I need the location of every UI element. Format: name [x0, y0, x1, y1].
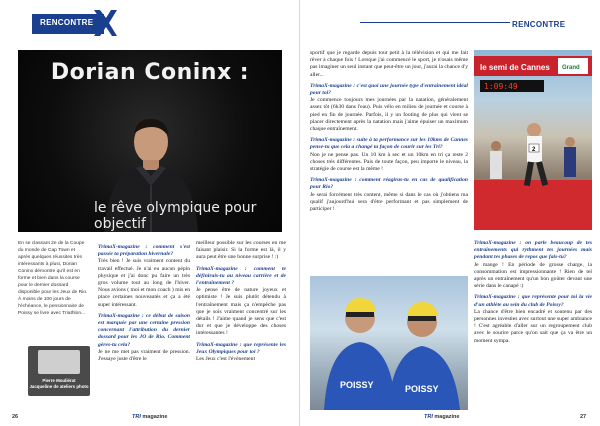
race-banner-text: le semi de Cannes [480, 63, 550, 72]
answer-text: La chance d'être bien encadré et soutenu par des personnes investies avec surtout une super ambiance ! C'est agréable d'aller sur un regroupement club avec le sourire parce qu'on sait que ça va être un moment sympa. [474, 308, 592, 344]
answer-text: Très bien ! Je suis vraiment content du travail effectué. Je n'ai eu aucun pépin physique et j'ai donc pu faire un très gros volume tout au long de l'hiver. Nous avions ( moi et mon coach ) mis en place certaines nouveautés et ça a été super intéressant. [98, 258, 190, 308]
article-column-4 [310, 50, 468, 213]
page-number-right: 27 [580, 414, 587, 420]
footer-brand-left: TRI magazine [132, 414, 168, 420]
question-text: TrimaX-magazine : on parle beaucoup de tes entraînements qui rythment tes journées mais pendant tes phases de repos que fais-tu? [474, 240, 592, 261]
race-clock: 1:09:49 [484, 82, 518, 91]
camera-logo-icon [38, 350, 80, 374]
answer-text: Je commence toujours mes journées par la natation, généralement assez tôt (6h30 dans l'eau). Puis vélo en milieu de journée et course à pied en fin de journée. Parfois, il y un footing de plus qui vient se placer directement après la natation mais j'aime épuiser un maximum chaque entraînement. [310, 97, 468, 133]
hero-subtitle: le rêve olympique pour objectif [94, 200, 257, 232]
race-finish-photo [474, 50, 592, 230]
answer-text: Je ne me met pas vraiment de pression. J'essaye juste d'être le [98, 348, 190, 363]
answer-text: Les Jeux c'est l'événement [196, 356, 256, 363]
question-text: TrimaX-magazine : que représente pour toi la vie d'un athlète au sein du club de Poissy? [474, 294, 592, 308]
question-text: TrimaX-magazine : que représente les Jeux Olympiques pour toi ? [196, 341, 286, 355]
page-number-left: 26 [12, 414, 19, 420]
rubric-label-right: RENCONTRE [512, 20, 566, 29]
article-column-3 [196, 240, 286, 363]
hero-title: Dorian Coninx : [50, 60, 250, 85]
question-text: TrimaX-magazine : comment s'est passée ta préparation hivernale? [98, 244, 190, 258]
right-page [300, 0, 600, 426]
article-column-5 [474, 236, 592, 345]
answer-text: Je serai forcément très content, même si dans le cas où j'obtiens ma qualif j'aujourd'hui sera d'être performant et pas simplement de participer ! [310, 191, 468, 213]
athletes-scene [310, 276, 468, 410]
x-logo-icon [92, 8, 118, 38]
badge-name: Pierre Mouliérat [42, 378, 76, 383]
question-text: TrimaX-magazine : suite à ta performance sur les 10kms de Cannes pense-tu que cela a changé ta façon de courir sur les Tri? [310, 137, 468, 151]
sponsor-text: Grand [562, 65, 580, 71]
jersey-text: POISSY [340, 380, 374, 390]
rubric-rule [360, 22, 510, 23]
race-finish-scene [474, 50, 592, 230]
jersey-text: POISSY [405, 384, 439, 394]
article-column-2 [98, 240, 190, 363]
answer-text: Je mange ! En période de grosse charge, la consommation est impressionnante ! Rien de tel après un entraînement qu'un bon goûter devant une série dans le canapé :) [474, 261, 592, 290]
intro-paragraph: En se classant 2e de la Coupe du monde de Cap Town et après quelques réussites très intéressants à plusi, Dorian Coninx démontre qu'il est en forme et bien dans la course pour le dernier dossard disponible pour les Jeux de Rio. À moins de 100 jours de l'échéance, le pensionnaire de Poissy se livre avec Triathlon... [18, 241, 88, 316]
answer-text: meilleur possible sur les courses en me faisant plaisir. Si la forme est là, il y aura peut être une bonne surprise ! :) [196, 240, 286, 261]
question-text: TrimaX-magazine : ce début de saison est marquée par une certaine pression concernant l'attribution du dernier dossard pour les JO de Rio. Comment gères-tu cela? [98, 312, 190, 348]
rubric-label-left: RENCONTRE [40, 18, 94, 27]
hero-photo [18, 50, 282, 232]
rubric-banner-right [512, 14, 584, 34]
athletes-photo [310, 276, 468, 410]
bib-number: 2 [532, 147, 536, 153]
answer-text: sportif que je regarde depuis tout petit à la télévision et qui me fait rêver à chaque fois ! Lorsque j'ai commencé le sport, je n'osais même pas imaginer un seul instant que peut-être un jour, j'aurai la chance d'y aller... [310, 50, 468, 78]
badge-credit: Jacqueline de ateliers photo [29, 384, 89, 389]
photo-credit-badge [28, 346, 90, 396]
question-text: TrimaX-magazine : c'est quoi une journée type d'entraînement idéal pour toi? [310, 82, 468, 97]
question-text: TrimaX-magazine : comment réagiras-tu en cas de qualification pour Rio? [310, 177, 468, 191]
footer-brand-right: TRI magazine [424, 414, 460, 420]
answer-text: Je pense être de nature joyeux et optimiste ! Je suis plutôt détendu à l'entraînement mais ça n'empêche pas que je sois vraiment concentré sur les détails ! J'aime quand je sens que c'est dur et que je développe des choses intéressantes ! [196, 287, 286, 337]
question-text: TrimaX-magazine : comment te définirais-tu au niveau carrière et de l'entraînement ? [196, 265, 286, 287]
answer-text: Non je ne pense pas. Un 10 km à sec et un 10km en tri ça reste 2 choses très différentes. Pais de toute façon, peu importe le niveau, la stratégie de course est la même ! [310, 151, 468, 173]
